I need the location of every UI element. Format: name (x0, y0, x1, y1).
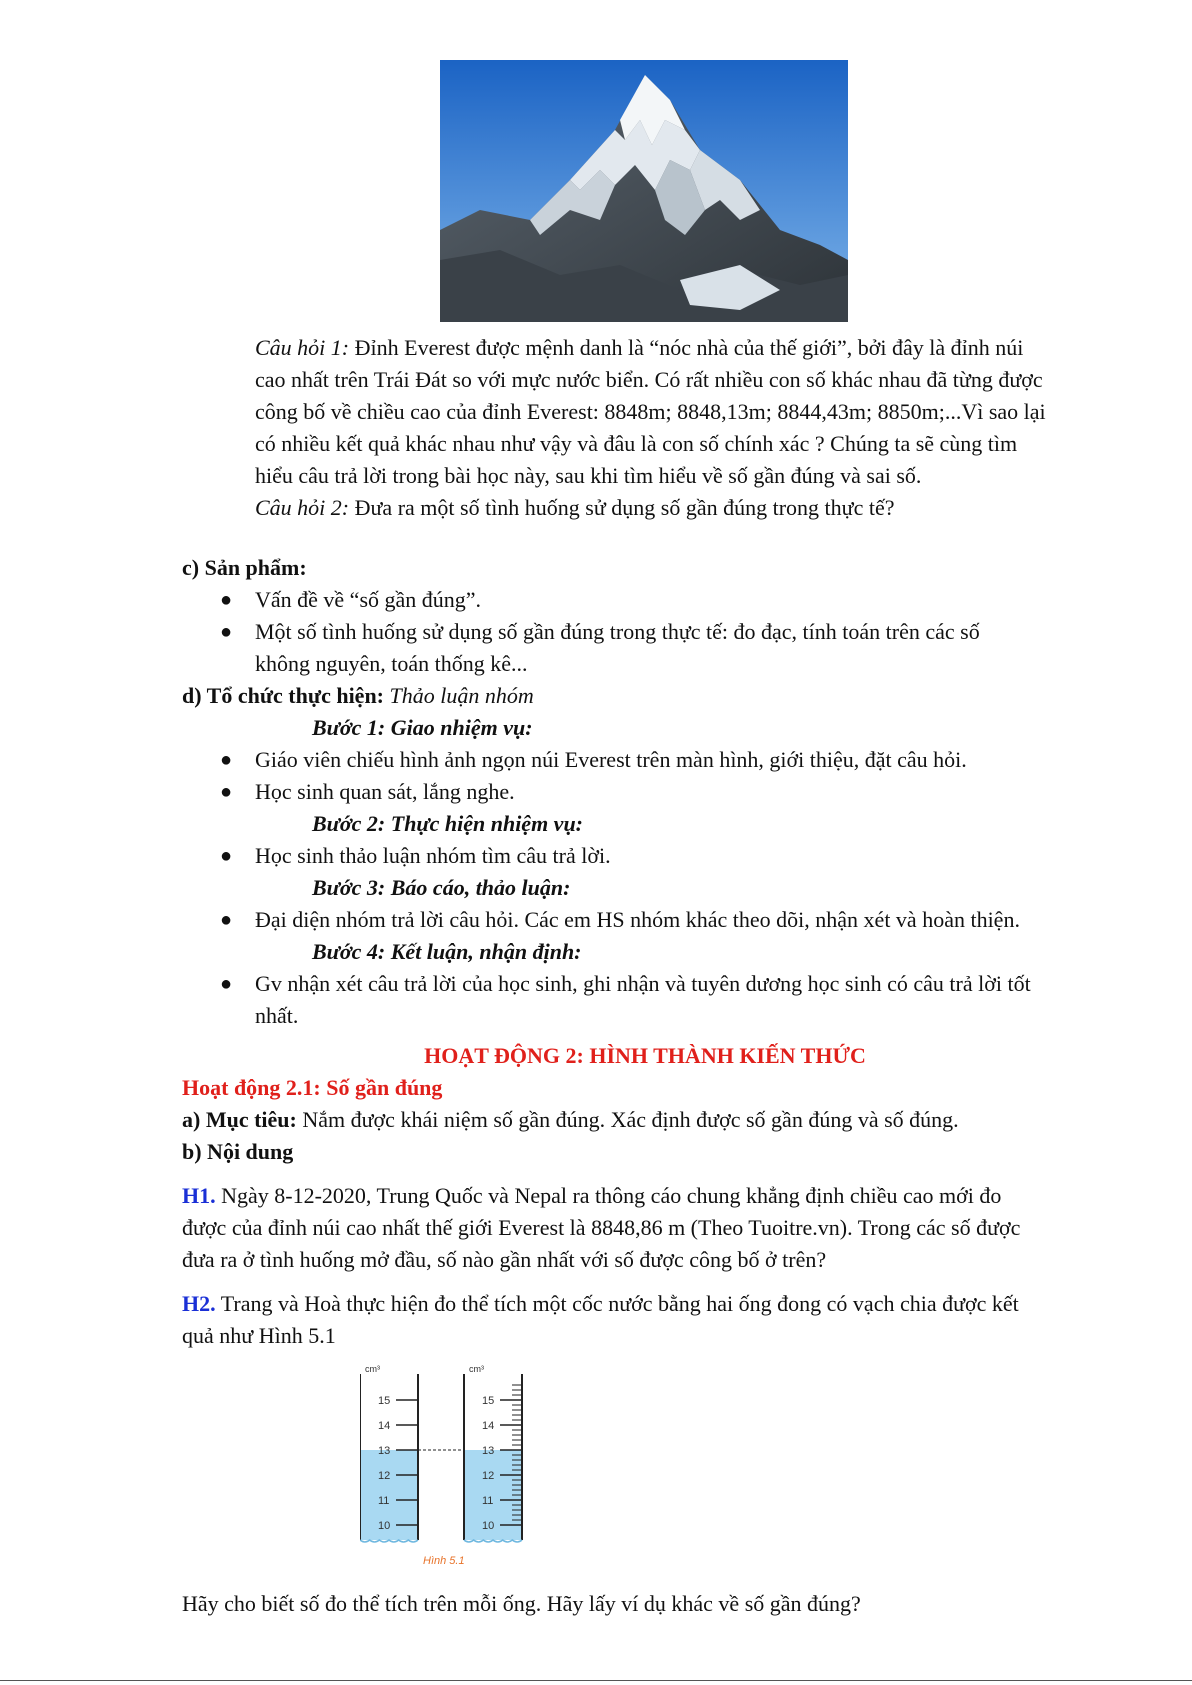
tick-label: 12 (378, 1470, 391, 1482)
unit-label: cm³ (469, 1364, 484, 1374)
tick-label: 11 (482, 1495, 494, 1507)
final-question: Hãy cho biết số đo thể tích trên mỗi ống. Hãy lấy ví dụ khác về số gần đúng? (182, 1591, 861, 1616)
tick-label: 12 (482, 1470, 495, 1482)
question-2: Câu hỏi 2: Đưa ra một số tình huống sử dụng số gần đúng trong thực tế? (255, 495, 895, 520)
question-1-line: hiểu câu trả lời trong bài học này, sau khi tìm hiểu về số gần đúng và sai số. (255, 463, 922, 488)
bullet-icon: ● (220, 909, 233, 931)
tick-label: 13 (378, 1445, 391, 1457)
content-heading: b) Nội dung (182, 1139, 294, 1164)
question-1-line: Câu hỏi 1: Đỉnh Everest được mệnh danh là “nóc nhà của thế giới”, bởi đây là đỉnh núi (255, 335, 1024, 360)
bullet-icon: ● (220, 781, 233, 803)
unit-label: cm³ (365, 1364, 380, 1374)
goal-line: a) Mục tiêu: Nắm được khái niệm số gần đúng. Xác định được số gần đúng và số đúng. (182, 1107, 959, 1132)
bullet-icon: ● (220, 589, 233, 611)
step-title: Bước 4: Kết luận, nhận định: (312, 939, 582, 964)
question-1-line: công bố về chiều cao của đỉnh Everest: 8848m; 8848,13m; 8844,43m; 8850m;...Vì sao lại (255, 399, 1046, 424)
activity-2-1-title: Hoạt động 2.1: Số gần đúng (182, 1075, 443, 1100)
product-heading: c) Sản phẩm: (182, 555, 307, 580)
water-wave (464, 1540, 522, 1542)
h1-paragraph: H1. Ngày 8-12-2020, Trung Quốc và Nepal ra thông cáo chung khẳng định chiều cao mới đo được của đỉnh núi cao nhất thế giới Everest là 8848,86 m (Theo Tuoitre.vn). Trong các số được đưa ra ở tình huống mở đầu, số nào gần nhất với số được công bố ở trên? (182, 1183, 1021, 1272)
organize-heading: d) Tổ chức thực hiện: Thảo luận nhóm (182, 683, 534, 708)
question-1-line: cao nhất trên Trái Đát so với mực nước biển. Có rất nhiều con số khác nhau đã từng được (255, 367, 1043, 392)
tick-label: 15 (482, 1395, 495, 1407)
question-2-label: Câu hỏi 2: (255, 495, 350, 520)
bullet-icon: ● (220, 749, 233, 771)
page-bottom-rule (0, 1680, 1192, 1681)
h1-label: H1. (182, 1183, 216, 1208)
question-1 (255, 332, 1107, 492)
bullet-icon: ● (220, 845, 233, 867)
figure-5-1 (360, 1360, 560, 1570)
tick-label: 11 (378, 1495, 390, 1507)
bullet-icon: ● (220, 621, 233, 643)
tick-label: 13 (482, 1445, 495, 1457)
tick-label: 10 (482, 1520, 495, 1532)
question-1-label: Câu hỏi 1: (255, 335, 350, 360)
h2-label: H2. (182, 1291, 216, 1316)
bullet-icon: ● (220, 973, 233, 995)
h2-paragraph: H2. Trang và Hoà thực hiện đo thể tích một cốc nước bằng hai ống đong có vạch chia được kết quả như Hình 5.1 (182, 1291, 1019, 1348)
activity-2-title: HOẠT ĐỘNG 2: HÌNH THÀNH KIẾN THỨC (424, 1043, 866, 1068)
mountain-image (440, 60, 848, 322)
everest-photo (440, 60, 848, 322)
question-1-line: có nhiều kết quả khác nhau như vậy và đâu là con số chính xác ? Chúng ta sẽ cùng tìm (255, 431, 1018, 456)
figure-caption: Hình 5.1 (423, 1555, 465, 1567)
tick-label: 14 (378, 1420, 391, 1432)
step-title: Bước 1: Giao nhiệm vụ: (312, 715, 533, 740)
water-wave (360, 1540, 418, 1542)
measuring-cylinders (360, 1360, 560, 1570)
tick-label: 14 (482, 1420, 495, 1432)
tick-label: 10 (378, 1520, 391, 1532)
step-title: Bước 3: Báo cáo, thảo luận: (312, 875, 571, 900)
step-title: Bước 2: Thực hiện nhiệm vụ: (312, 811, 584, 836)
tick-label: 15 (378, 1395, 391, 1407)
